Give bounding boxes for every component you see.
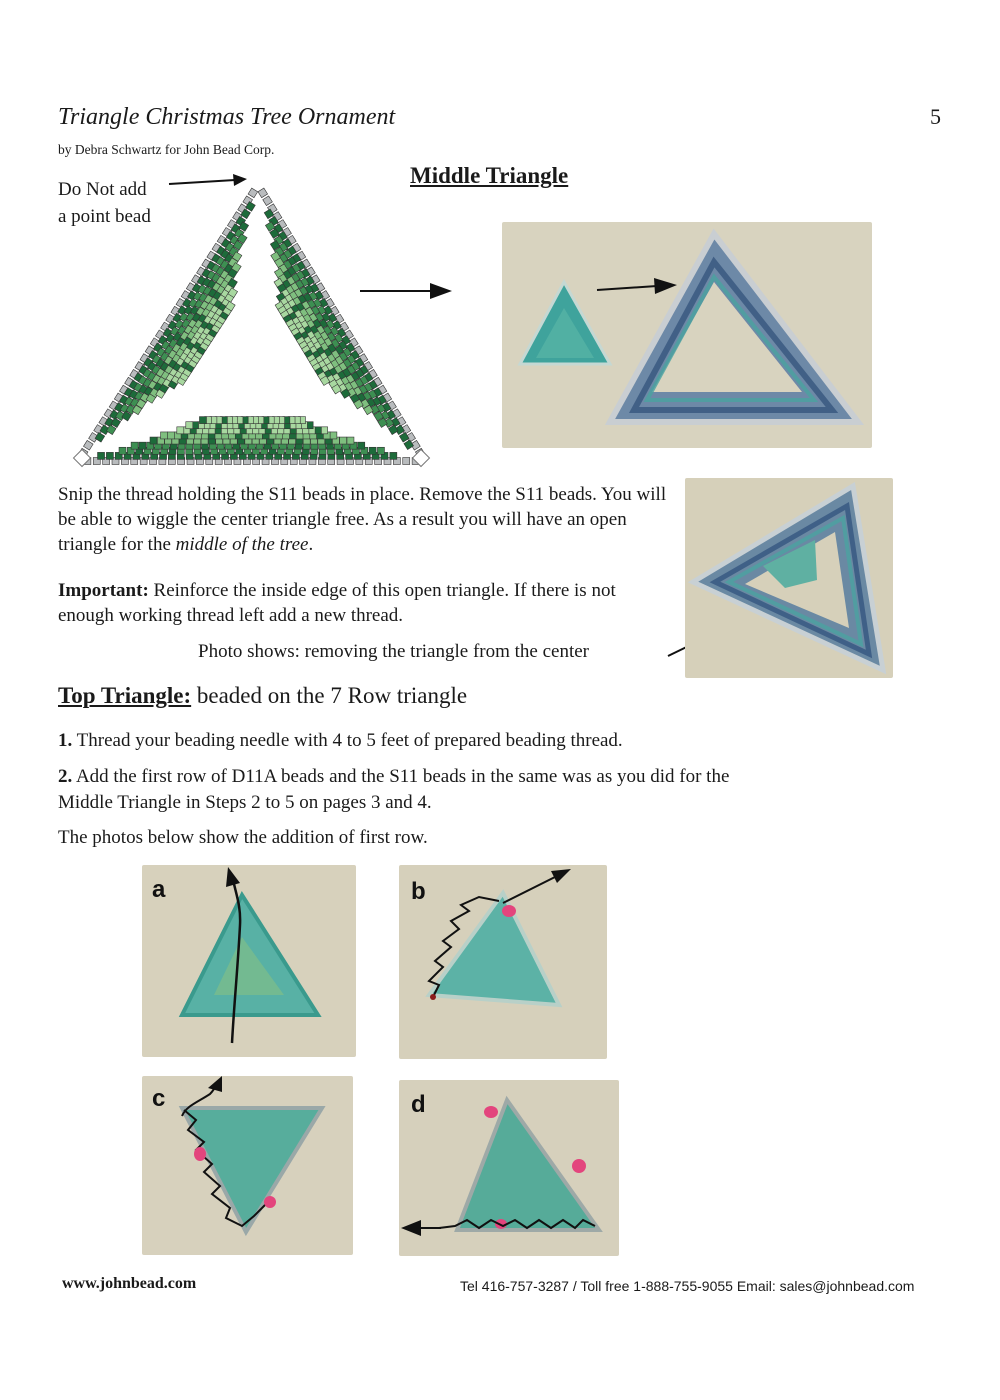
- photo-label-b: b: [411, 878, 426, 905]
- byline: by Debra Schwartz for John Bead Corp.: [58, 142, 275, 157]
- snip-end: .: [308, 534, 314, 555]
- step-1-text: Thread your beading needle with 4 to 5 feet of prepared beading thread.: [72, 730, 623, 751]
- snip-instructions: [58, 482, 678, 557]
- callout-line-1: Do Not add: [58, 179, 147, 200]
- photo-label-a: a: [152, 876, 166, 903]
- top-heading-rest: beaded on the 7 Row triangle: [191, 683, 468, 708]
- section-heading-middle-triangle: Middle Triangle: [410, 163, 569, 188]
- step-1-number: 1.: [58, 730, 73, 751]
- callout-line-2: a point bead: [58, 206, 151, 227]
- page-number: 5: [930, 104, 941, 129]
- photo-step-c: [142, 1076, 353, 1255]
- top-heading-bold: Top Triangle:: [58, 683, 192, 708]
- photo-open-triangle: [502, 222, 872, 448]
- right-arrow-icon: [358, 280, 458, 302]
- photo-step-a: [142, 865, 356, 1057]
- important-note: [58, 578, 648, 628]
- footer-website: www.johnbead.com: [62, 1275, 197, 1292]
- photo-removing-triangle: [685, 478, 893, 678]
- photo-step-d: [399, 1080, 619, 1256]
- step-1: [58, 728, 778, 754]
- photo-caption: Photo shows: removing the triangle from the center: [198, 641, 589, 662]
- photo-step-b: [399, 865, 607, 1059]
- snip-italic: middle of the tree: [175, 534, 309, 555]
- photos-note: The photos below show the addition of first row.: [58, 827, 428, 848]
- footer-contact: Tel 416-757-3287 / Toll free 1-888-755-9055 Email: sales@johnbead.com: [460, 1278, 915, 1294]
- step-2-text: Add the first row of D11A beads and the S11 beads in the same was as you did for the Middle Triangle in Steps 2 to 5 on pages 3 and 4.: [58, 766, 730, 813]
- photo-label-c: c: [152, 1085, 166, 1112]
- document-title: Triangle Christmas Tree Ornament: [58, 104, 396, 130]
- step-2-number: 2.: [58, 766, 73, 787]
- bead-pattern-diagram: [60, 175, 440, 470]
- photo-label-d: d: [411, 1091, 426, 1118]
- important-label: Important:: [58, 580, 149, 601]
- section-heading-top-triangle: [58, 683, 467, 709]
- step-2: [58, 764, 748, 816]
- important-text: Reinforce the inside edge of this open triangle. If there is not enough working thread left add a new thread.: [58, 580, 616, 626]
- snip-text: Snip the thread holding the S11 beads in place. Remove the S11 beads. You will be able to wiggle the center triangle free. As a result you will have an open triangle for the: [58, 484, 667, 555]
